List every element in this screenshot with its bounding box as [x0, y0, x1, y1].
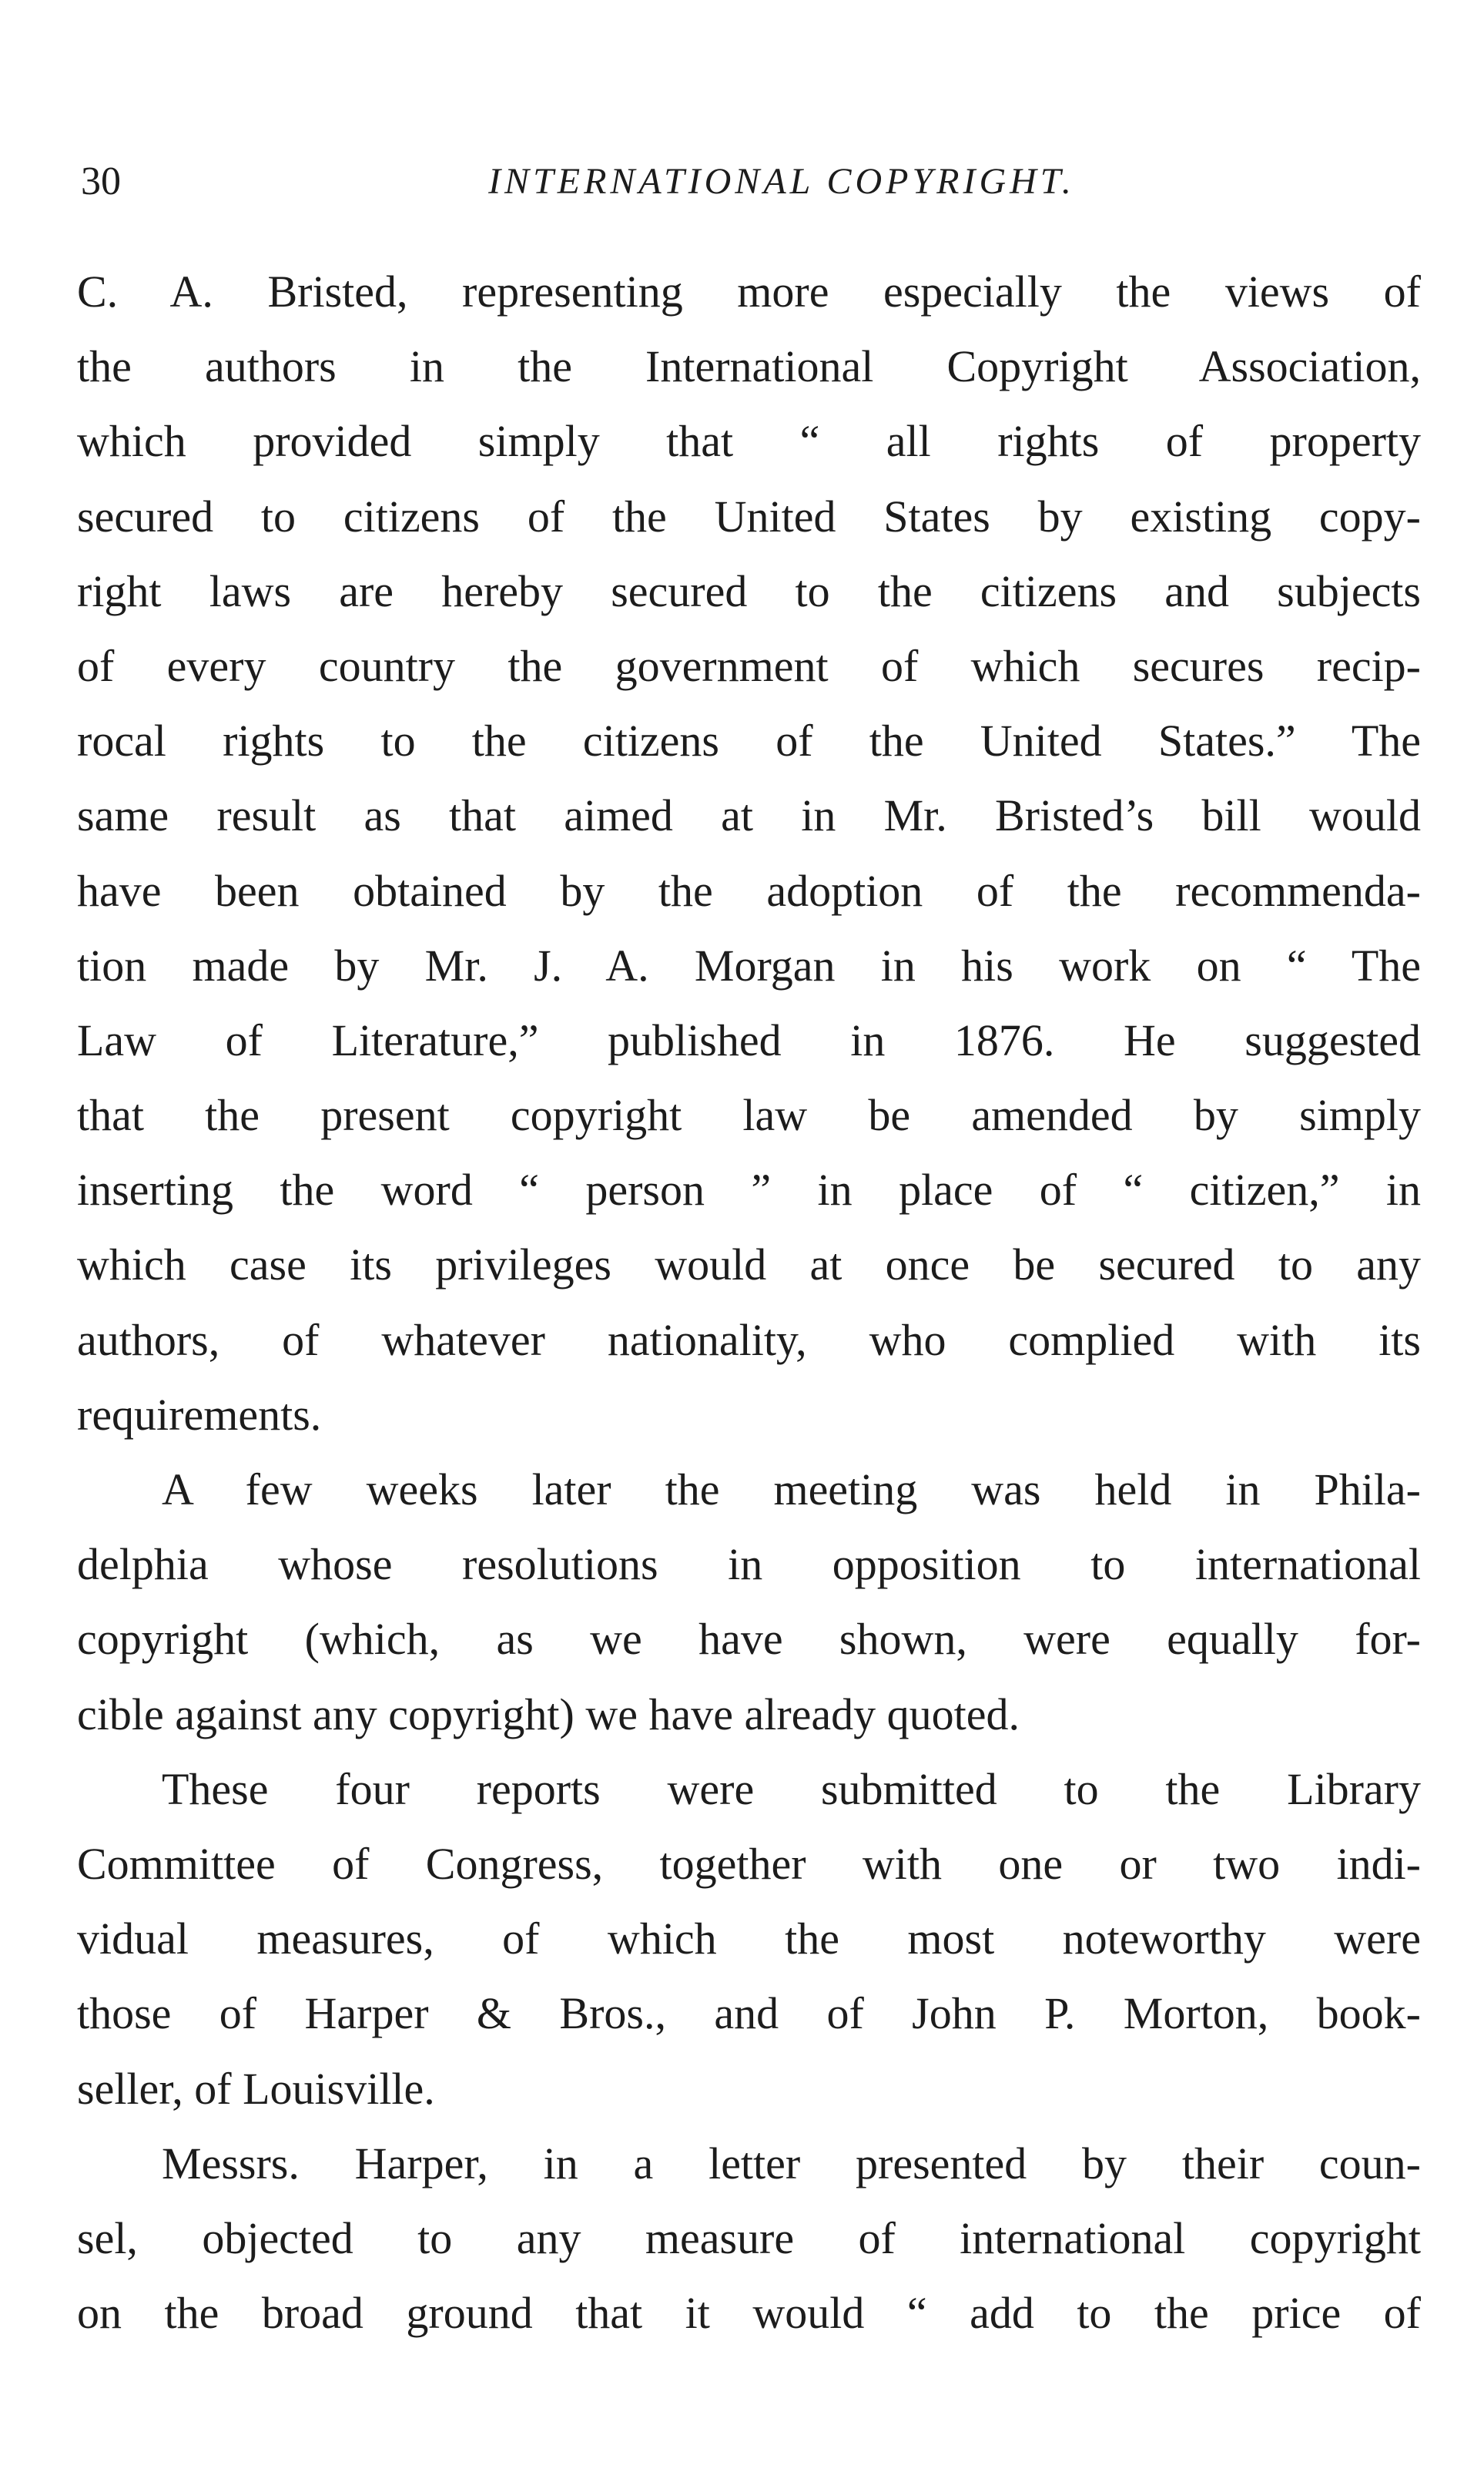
text-line: copyright (which, as we have shown, were equally for- [77, 1614, 1421, 1665]
text-line: seller, of Louisville. [77, 2063, 435, 2114]
text-line: secured to citizens of the United States by existing copy- [77, 491, 1421, 542]
text-line: delphia whose resolutions in opposition to international [77, 1539, 1421, 1590]
text-line: tion made by Mr. J. A. Morgan in his work on “ The [77, 940, 1421, 991]
text-line: that the present copyright law be amended by simply [77, 1090, 1421, 1141]
paragraph [77, 2126, 1421, 2351]
body-text [77, 254, 1421, 2350]
text-line: which case its privileges would at once be secured to any [77, 1239, 1421, 1290]
text-line: of every country the government of which secures recip- [77, 640, 1421, 691]
text-line: requirements. [77, 1389, 322, 1440]
paragraph [77, 1752, 1421, 2126]
paragraph [77, 254, 1421, 1452]
text-line: sel, objected to any measure of international copyright [77, 2212, 1421, 2263]
text-line: vidual measures, of which the most noteworthy were [77, 1913, 1421, 1964]
text-line: have been obtained by the adoption of the recommenda- [77, 865, 1421, 916]
text-line: rocal rights to the citizens of the United States.” The [77, 716, 1421, 766]
page-number: 30 [81, 159, 121, 203]
text-line: inserting the word “ person ” in place of “ citizen,” in [77, 1165, 1421, 1216]
text-line: authors, of whatever nationality, who complied with its [77, 1314, 1421, 1365]
text-line: on the broad ground that it would “ add to the price of [77, 2288, 1421, 2339]
text-line: same result as that aimed at in Mr. Bristed’s bill would [77, 790, 1421, 841]
text-line: those of Harper & Bros., and of John P. Morton, book- [77, 1988, 1421, 2039]
text-line: These four reports were submitted to the Library [162, 1763, 1421, 1814]
running-head [81, 151, 1421, 213]
text-line: Messrs. Harper, in a letter presented by their coun- [162, 2138, 1421, 2188]
text-line: right laws are hereby secured to the citizens and subjects [77, 565, 1421, 616]
paragraph [77, 1452, 1421, 1752]
text-line: Committee of Congress, together with one or two indi- [77, 1838, 1421, 1889]
text-line: C. A. Bristed, representing more especially the views of [77, 267, 1421, 317]
running-title: INTERNATIONAL COPYRIGHT. [488, 161, 1075, 202]
text-line: the authors in the International Copyright Association, [77, 341, 1421, 392]
text-line: Law of Literature,” published in 1876. He suggested [77, 1015, 1421, 1065]
text-line: cible against any copyright) we have already quoted. [77, 1689, 1020, 1739]
text-line: A few weeks later the meeting was held in Phila- [162, 1464, 1421, 1514]
text-line: which provided simply that “ all rights of property [77, 416, 1421, 467]
